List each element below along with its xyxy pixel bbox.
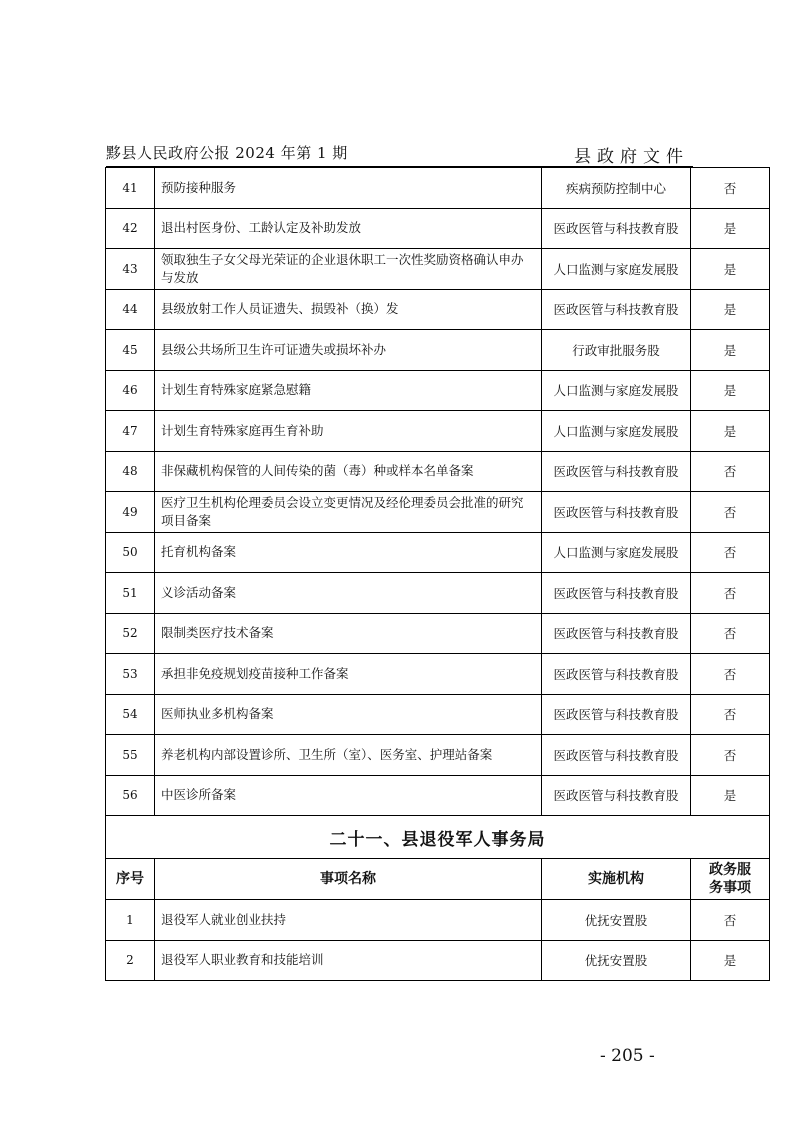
cell-name: 退役军人就业创业扶持 [155,900,542,941]
cell-num: 42 [106,208,155,249]
column-header-row [106,859,770,900]
cell-name: 托育机构备案 [155,532,542,573]
cell-service: 否 [691,735,770,776]
cell-num: 52 [106,613,155,654]
cell-name: 医师执业多机构备案 [155,694,542,735]
cell-name: 县级放射工作人员证遗失、损毁补（换）发 [155,289,542,330]
cell-num: 48 [106,451,155,492]
cell-agency: 医政医管与科技教育股 [542,451,691,492]
cell-name: 非保藏机构保管的人间传染的菌（毒）种或样本名单备案 [155,451,542,492]
col-header-name: 事项名称 [155,859,542,900]
cell-name: 退出村医身份、工龄认定及补助发放 [155,208,542,249]
cell-service: 否 [691,694,770,735]
table-row [106,775,770,816]
cell-service: 是 [691,411,770,452]
cell-agency: 医政医管与科技教育股 [542,694,691,735]
cell-agency: 优抚安置股 [542,900,691,941]
cell-agency: 医政医管与科技教育股 [542,775,691,816]
cell-service: 是 [691,775,770,816]
cell-name: 退役军人职业教育和技能培训 [155,940,542,981]
cell-service: 是 [691,208,770,249]
cell-name: 限制类医疗技术备案 [155,613,542,654]
cell-name: 计划生育特殊家庭紧急慰籍 [155,370,542,411]
table-row [106,330,770,371]
col-header-agency: 实施机构 [542,859,691,900]
cell-service: 否 [691,492,770,533]
cell-num: 50 [106,532,155,573]
table-row [106,249,770,290]
cell-agency: 医政医管与科技教育股 [542,492,691,533]
cell-agency: 人口监测与家庭发展股 [542,249,691,290]
cell-name: 县级公共场所卫生许可证遗失或损坏补办 [155,330,542,371]
cell-service: 否 [691,613,770,654]
cell-name: 中医诊所备案 [155,775,542,816]
table-row [106,735,770,776]
cell-num: 45 [106,330,155,371]
cell-agency: 优抚安置股 [542,940,691,981]
cell-num: 43 [106,249,155,290]
cell-num: 47 [106,411,155,452]
cell-agency: 医政医管与科技教育股 [542,573,691,614]
section-label: 县政府文件 [574,147,689,167]
cell-num: 56 [106,775,155,816]
cell-num: 2 [106,940,155,981]
cell-agency: 人口监测与家庭发展股 [542,411,691,452]
cell-agency: 人口监测与家庭发展股 [542,532,691,573]
page-number: - 205 - [600,1046,655,1066]
col-header-num: 序号 [106,859,155,900]
cell-service: 是 [691,289,770,330]
table-row [106,168,770,209]
table-row [106,573,770,614]
section-title: 二十一、县退役军人事务局 [106,816,770,859]
table-row [106,289,770,330]
cell-agency: 疾病预防控制中心 [542,168,691,209]
table-row [106,411,770,452]
page-header [106,140,693,168]
table-row [106,694,770,735]
cell-num: 44 [106,289,155,330]
cell-agency: 医政医管与科技教育股 [542,289,691,330]
table-body-health [106,168,770,816]
cell-num: 55 [106,735,155,776]
col-header-service-line1: 政务服 [709,862,751,878]
table-row [106,208,770,249]
cell-service: 否 [691,168,770,209]
cell-num: 41 [106,168,155,209]
cell-agency: 医政医管与科技教育股 [542,613,691,654]
cell-agency: 医政医管与科技教育股 [542,735,691,776]
table-row [106,370,770,411]
section-title-row [106,816,770,859]
cell-service: 否 [691,451,770,492]
table-row [106,532,770,573]
table-row [106,451,770,492]
table-row [106,492,770,533]
table-body-veterans [106,900,770,981]
cell-name: 养老机构内部设置诊所、卫生所（室）、医务室、护理站备案 [155,735,542,776]
cell-name: 义诊活动备案 [155,573,542,614]
cell-name: 预防接种服务 [155,168,542,209]
items-table [105,167,770,981]
cell-num: 49 [106,492,155,533]
cell-agency: 行政审批服务股 [542,330,691,371]
table-section-veterans [106,816,770,900]
cell-name: 计划生育特殊家庭再生育补助 [155,411,542,452]
cell-num: 54 [106,694,155,735]
cell-service: 是 [691,330,770,371]
col-header-service-line2: 务事项 [709,880,751,896]
cell-service: 否 [691,900,770,941]
cell-service: 否 [691,532,770,573]
cell-name: 领取独生子女父母光荣证的企业退休职工一次性奖励资格确认申办与发放 [155,249,542,290]
cell-name: 承担非免疫规划疫苗接种工作备案 [155,654,542,695]
cell-agency: 医政医管与科技教育股 [542,208,691,249]
table-row [106,613,770,654]
cell-service: 是 [691,249,770,290]
cell-service: 是 [691,370,770,411]
table-row [106,900,770,941]
cell-num: 53 [106,654,155,695]
publication-title: 黟县人民政府公报 2024 年第 1 期 [106,144,348,162]
cell-name: 医疗卫生机构伦理委员会设立变更情况及经伦理委员会批准的研究项目备案 [155,492,542,533]
cell-agency: 医政医管与科技教育股 [542,654,691,695]
col-header-service [691,859,770,900]
cell-service: 否 [691,573,770,614]
cell-num: 51 [106,573,155,614]
cell-service: 是 [691,940,770,981]
cell-service: 否 [691,654,770,695]
cell-agency: 人口监测与家庭发展股 [542,370,691,411]
cell-num: 46 [106,370,155,411]
table-row [106,654,770,695]
cell-num: 1 [106,900,155,941]
table-row [106,940,770,981]
